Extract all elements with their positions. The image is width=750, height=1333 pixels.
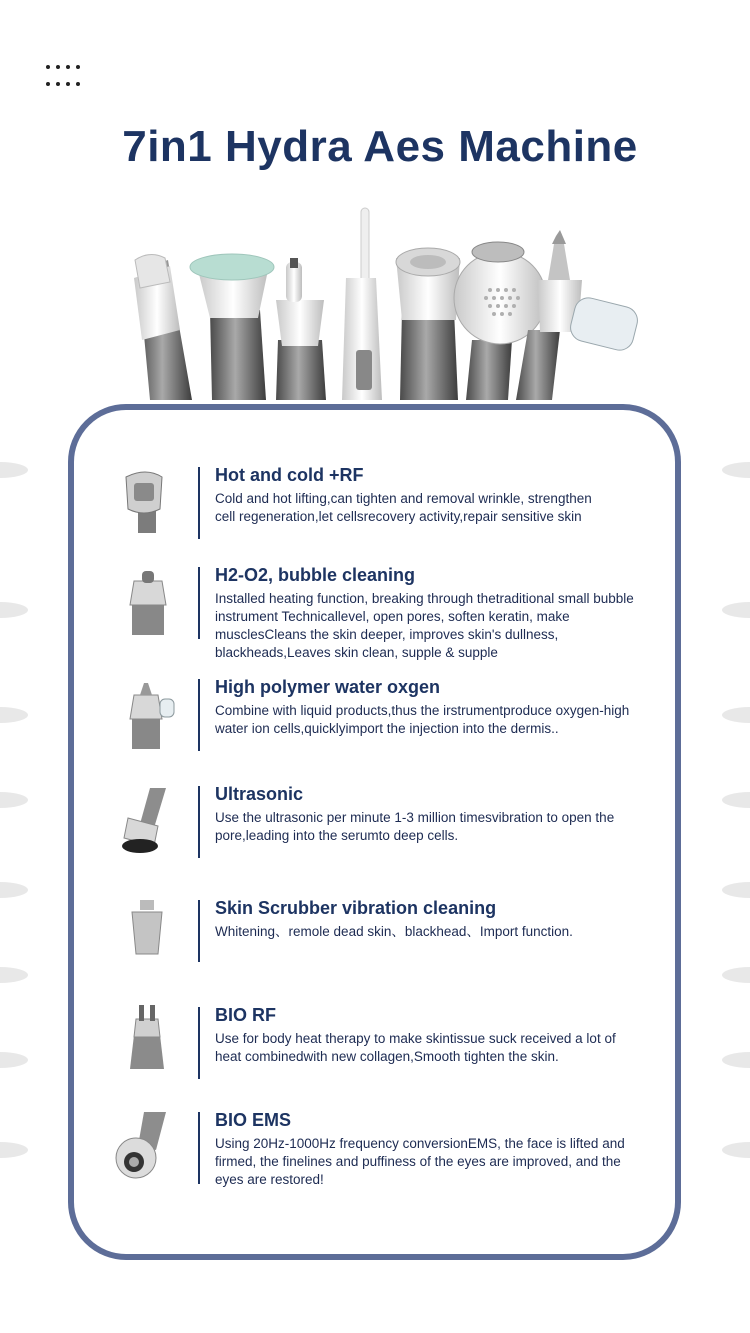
hot-cold-handpiece-icon [110, 465, 190, 545]
skin-scrubber-icon [110, 898, 190, 978]
feature-divider [198, 679, 200, 751]
feature-description: Use the ultrasonic per minute 1-3 million timesvibration to open the pore,leading into the serumto deep cells. [215, 810, 615, 843]
left-decoration [0, 430, 30, 1210]
handpiece-2 [190, 254, 274, 400]
right-decoration [720, 430, 750, 1210]
handpiece-1 [134, 254, 192, 400]
feature-description: Cold and hot lifting,can tighten and removal wrinkle, strengthen cell regeneration,let cellsrecovery activity,repair sensitive skin [215, 491, 592, 524]
menu-dots-icon[interactable] [46, 65, 80, 91]
feature-title: BIO RF [215, 1005, 276, 1025]
feature-divider [198, 467, 200, 539]
feature-divider [198, 1112, 200, 1184]
feature-title: Skin Scrubber vibration cleaning [215, 898, 497, 918]
bio-rf-handpiece-icon [110, 1005, 190, 1085]
bio-ems-handpiece-icon [110, 1110, 190, 1190]
feature-description: Using 20Hz-1000Hz frequency conversionEMS, the face is lifted and firmed, the finelines and puffiness of the eyes are improved, and the eyes are restored! [215, 1136, 625, 1187]
oxygen-sprayer-icon [110, 677, 190, 757]
feature-description: Installed heating function, breaking through thetraditional small bubble instrument Technicallevel, open pores, soften keratin, make musclesCleans the skin deeper, improves skin's dullness, blackheads,Leaves skin clean, supple & supple [215, 591, 634, 660]
handpiece-4 [342, 208, 382, 400]
feature-title: BIO EMS [215, 1110, 292, 1130]
feature-title: Ultrasonic [215, 784, 304, 804]
feature-divider [198, 786, 200, 858]
feature-title: H2-O2, bubble cleaning [215, 565, 416, 585]
page-title: 7in1 Hydra Aes Machine [122, 122, 638, 171]
feature-divider [198, 1007, 200, 1079]
handpieces-hero-image [120, 200, 650, 410]
feature-divider [198, 900, 200, 962]
feature-divider [198, 567, 200, 639]
feature-description: Combine with liquid products,thus the irstrumentproduce oxygen-high water ion cells,quicklyimport the injection into the dermis.. [215, 703, 630, 736]
handpiece-3 [276, 258, 326, 400]
handpiece-5 [396, 248, 460, 400]
feature-description: Whitening、remole dead skin、blackhead、Import function. [215, 924, 573, 939]
feature-title: Hot and cold +RF [215, 465, 364, 485]
ultrasonic-handpiece-icon [110, 784, 190, 864]
feature-title: High polymer water oxgen [215, 677, 441, 697]
feature-description: Use for body heat therapy to make skintissue suck received a lot of heat combinedwith new collagen,Smooth tighten the skin. [215, 1031, 616, 1064]
bubble-handpiece-icon [110, 565, 190, 645]
